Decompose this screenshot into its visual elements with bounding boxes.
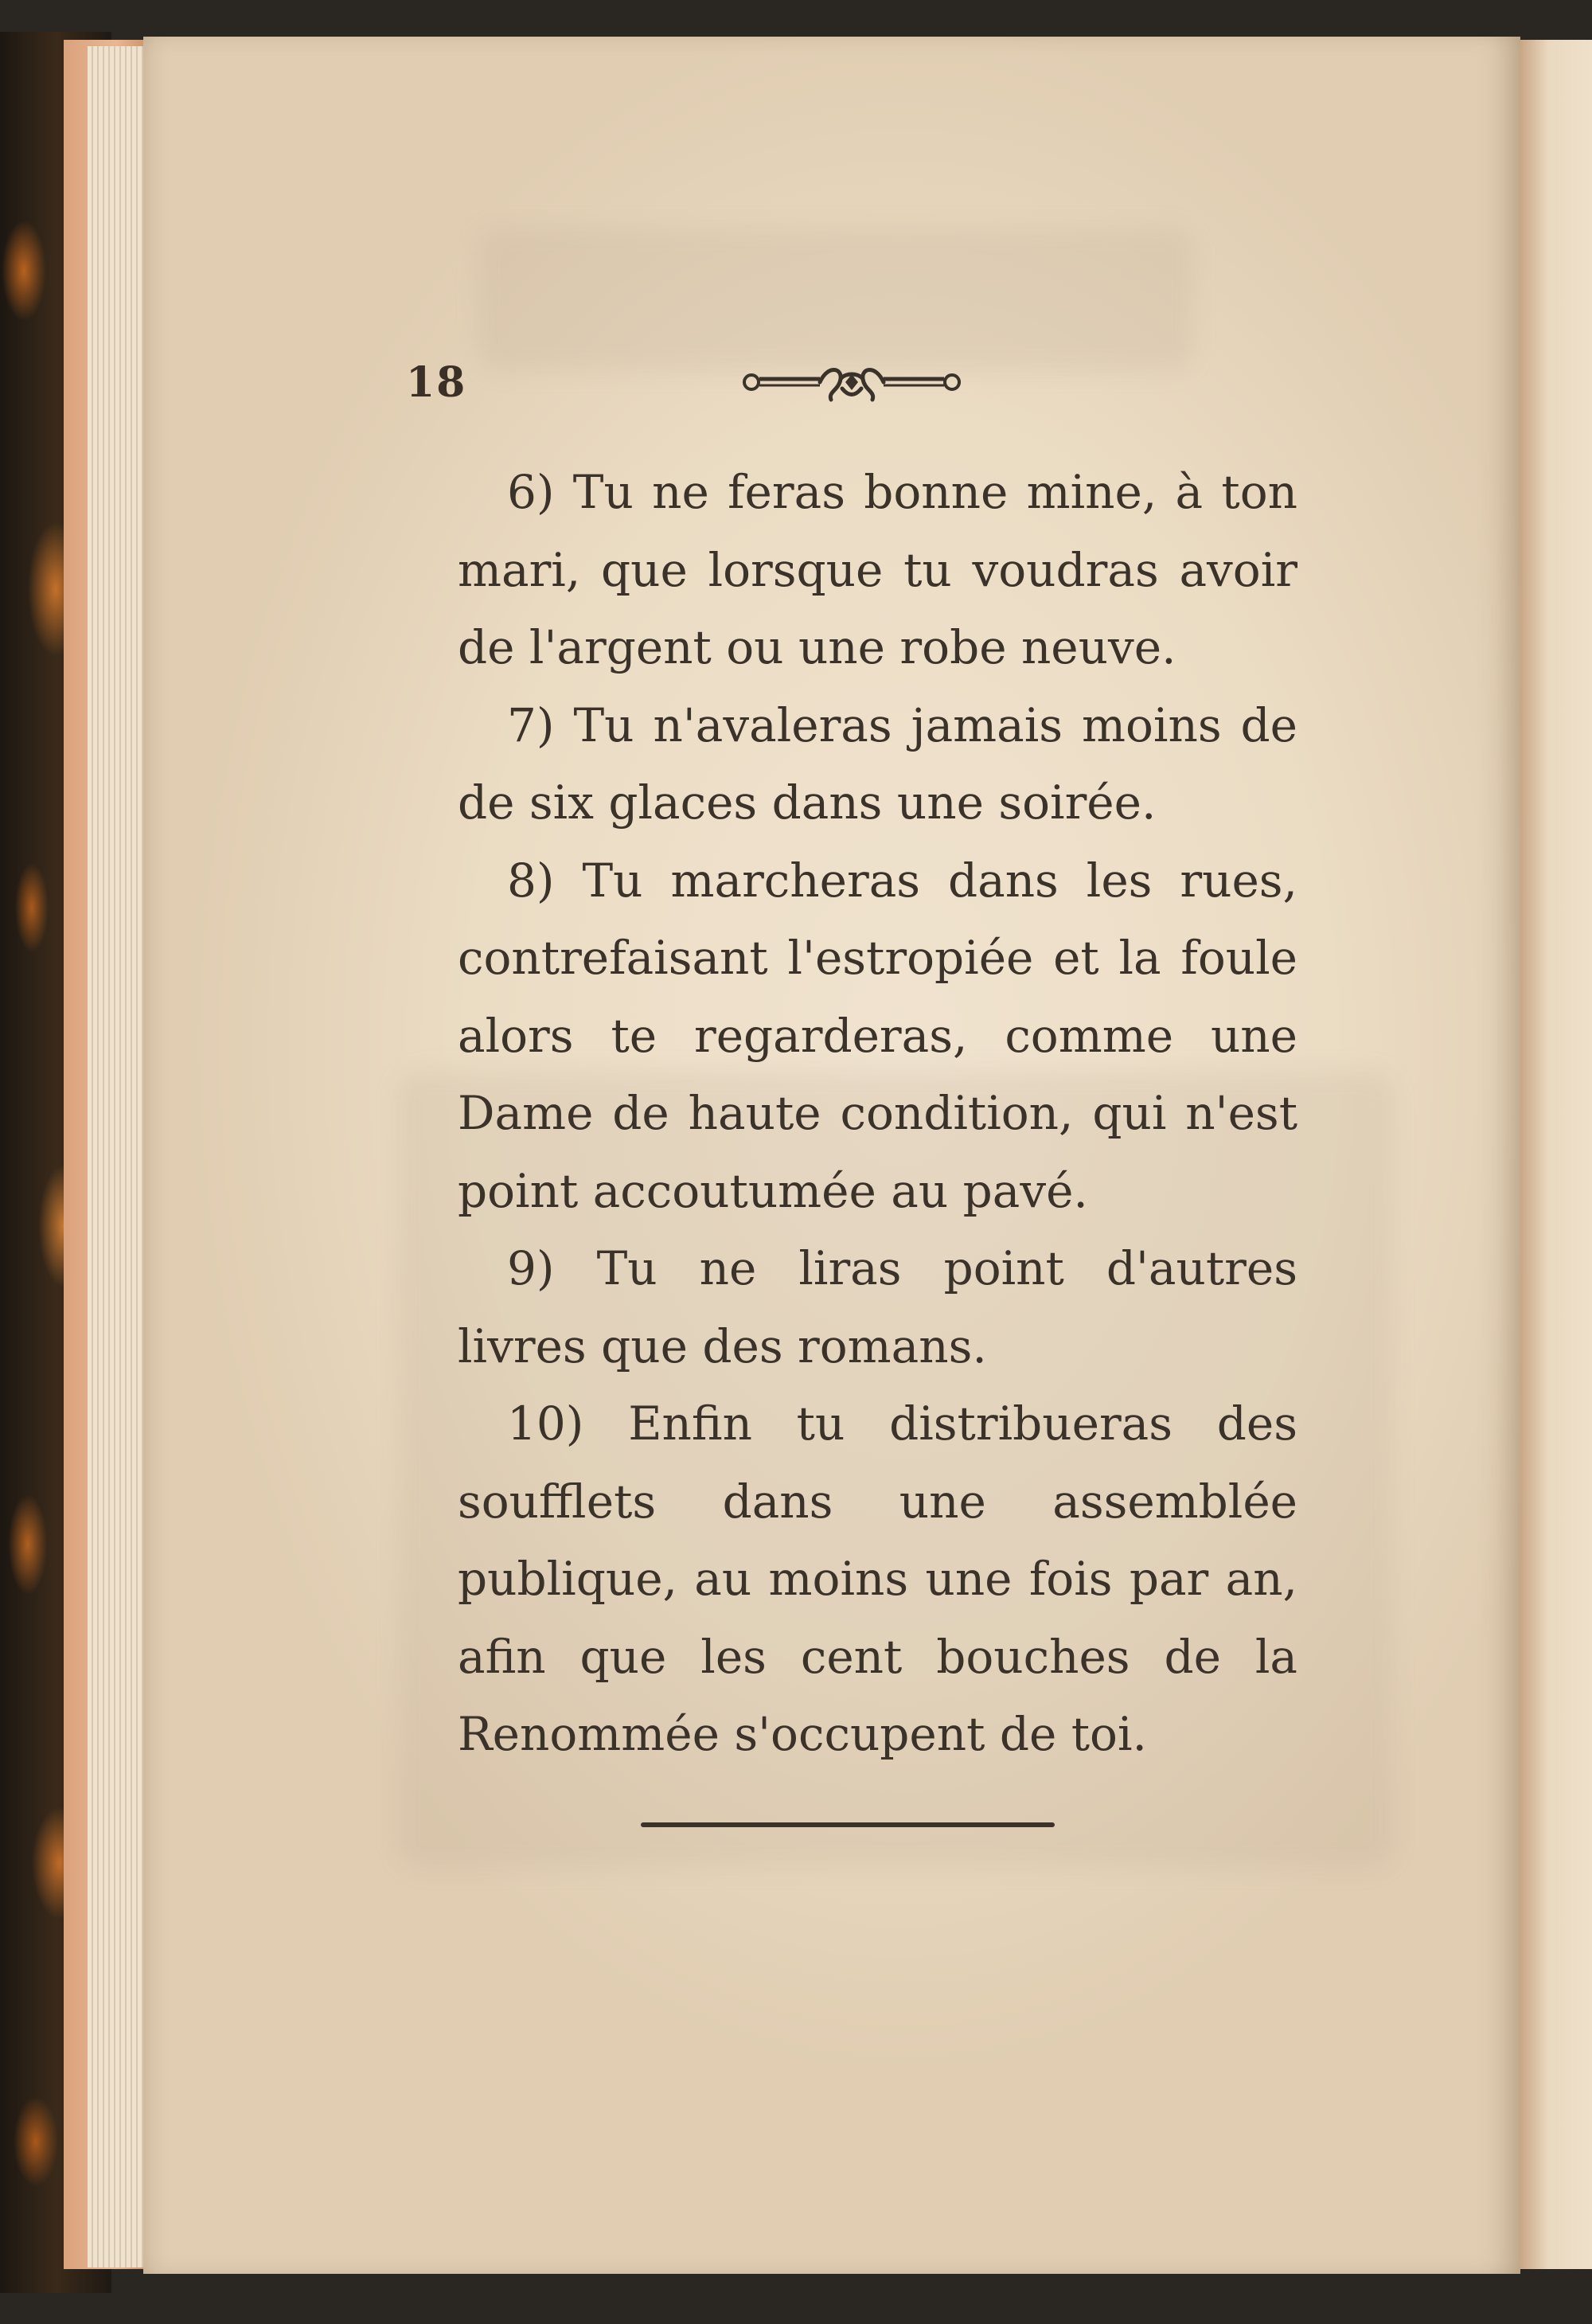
paragraph-6: 6) Tu ne feras bonne mine, à ton mari, que lorsque tu voudras avoir de l'argent ou une robe neuve. bbox=[458, 465, 1297, 674]
facing-page-edge bbox=[1520, 40, 1592, 2269]
paragraph-10: 10) Enfin tu distribueras des soufflets dans une assemblée publique, au moins une fois par an, afin que les cent bouches de la Renommée s'occupent de toi. bbox=[458, 1396, 1297, 1761]
page-text bbox=[458, 454, 1297, 1774]
paragraph-9: 9) Tu ne liras point d'autres livres que des romans. bbox=[458, 1241, 1297, 1373]
page-number: 18 bbox=[406, 358, 467, 407]
paragraph-8: 8) Tu marcheras dans les rues, contrefaisant l'estropiée et la foule alors te regarderas, comme une Dame de haute condition, qui n'est point accoutumée au pavé. bbox=[458, 853, 1297, 1218]
end-rule-divider bbox=[641, 1822, 1055, 1827]
bleed-through-shadow bbox=[478, 228, 1194, 371]
scroll-ornament-icon bbox=[740, 360, 963, 404]
paragraph-7: 7) Tu n'avaleras jamais moins de de six glaces dans une soirée. bbox=[458, 697, 1297, 830]
